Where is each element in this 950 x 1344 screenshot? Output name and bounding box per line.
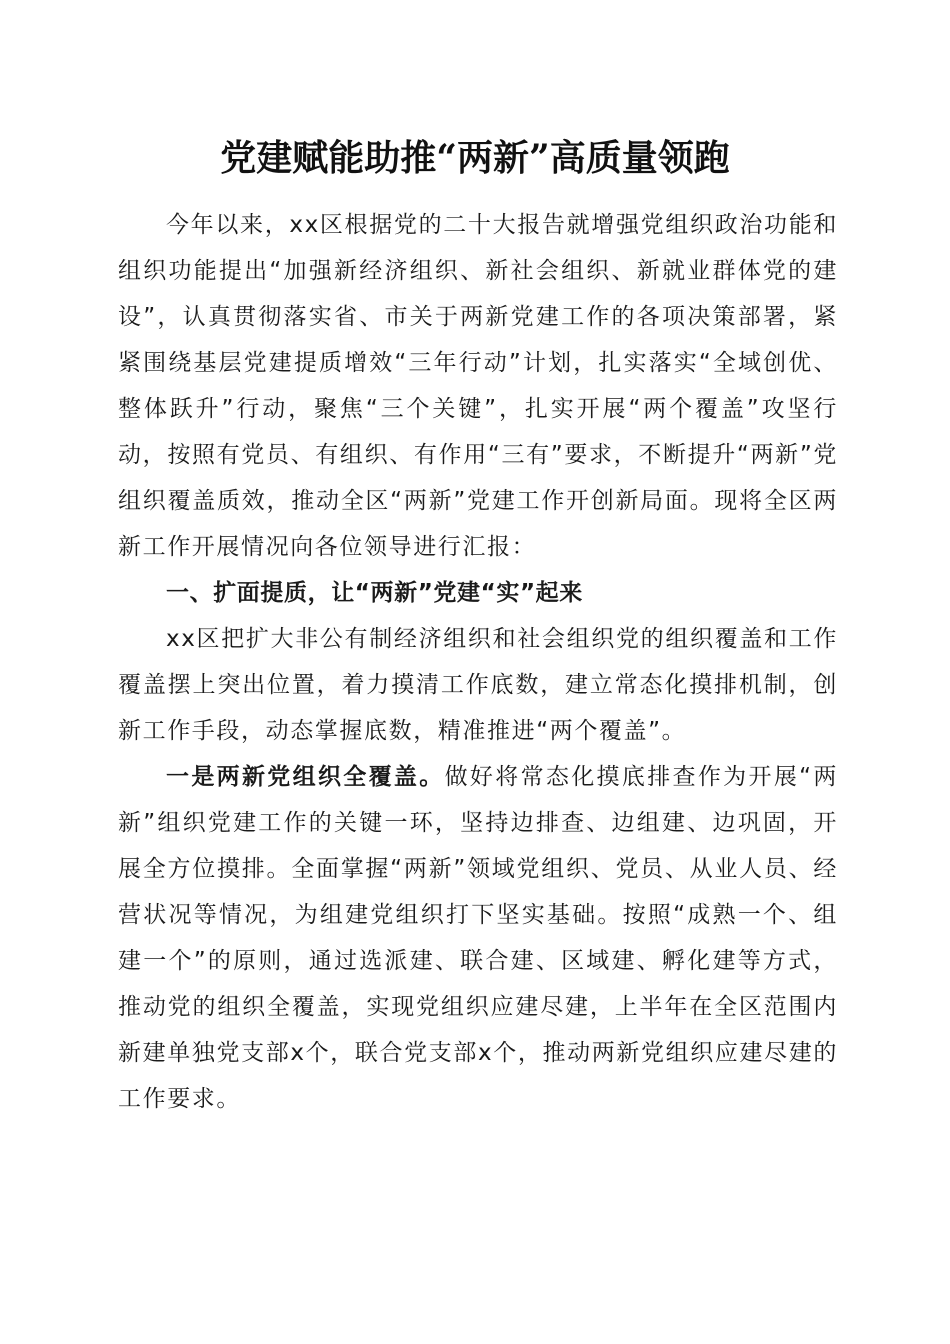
section-heading: 一、扩面提质，让“两新”党建“实”起来 <box>166 580 583 606</box>
section-paragraph: xx区把扩大非公有制经济组织和社会组织党的组织覆盖和工作覆盖摆上突出位置，着力摸清工作底数，建立常态化摸排机制，创新工作手段，动态掌握底数，精准推进“两个覆盖”。 <box>118 626 838 744</box>
point-paragraph <box>118 754 838 1122</box>
document-title: 党建赋能助推“两新”高质量领跑 <box>220 137 730 179</box>
point-text: 做好将常态化摸底排查作为开展“两新”组织党建工作的关键一环，坚持边排查、边组建、边巩固，开展全方位摸排。全面掌握“两新”领域党组织、党员、从业人员、经营状况等情况，为组建党组织打下坚实基础。按照“成熟一个、组建一个”的原则，通过选派建、联合建、区域建、孵化建等方式，推动党的组织全覆盖，实现党组织应建尽建，上半年在全区范围内新建单独党支部x个，联合党支部x个，推动两新党组织应建尽建的工作要求。 <box>118 764 838 1112</box>
intro-paragraph: 今年以来，xx区根据党的二十大报告就增强党组织政治功能和组织功能提出“加强新经济组织、新社会组织、新就业群体党的建设”，认真贯彻落实省、市关于两新党建工作的各项决策部署，紧紧围绕基层党建提质增效“三年行动”计划，扎实落实“全域创优、整体跃升”行动，聚焦“三个关键”，扎实开展“两个覆盖”攻坚行动，按照有党员、有组织、有作用“三有”要求，不断提升“两新”党组织覆盖质效，推动全区“两新”党建工作开创新局面。现将全区两新工作开展情况向各位领导进行汇报： <box>118 212 838 560</box>
document-body <box>118 202 838 1122</box>
point-lead: 一是两新党组织全覆盖。 <box>166 764 445 790</box>
